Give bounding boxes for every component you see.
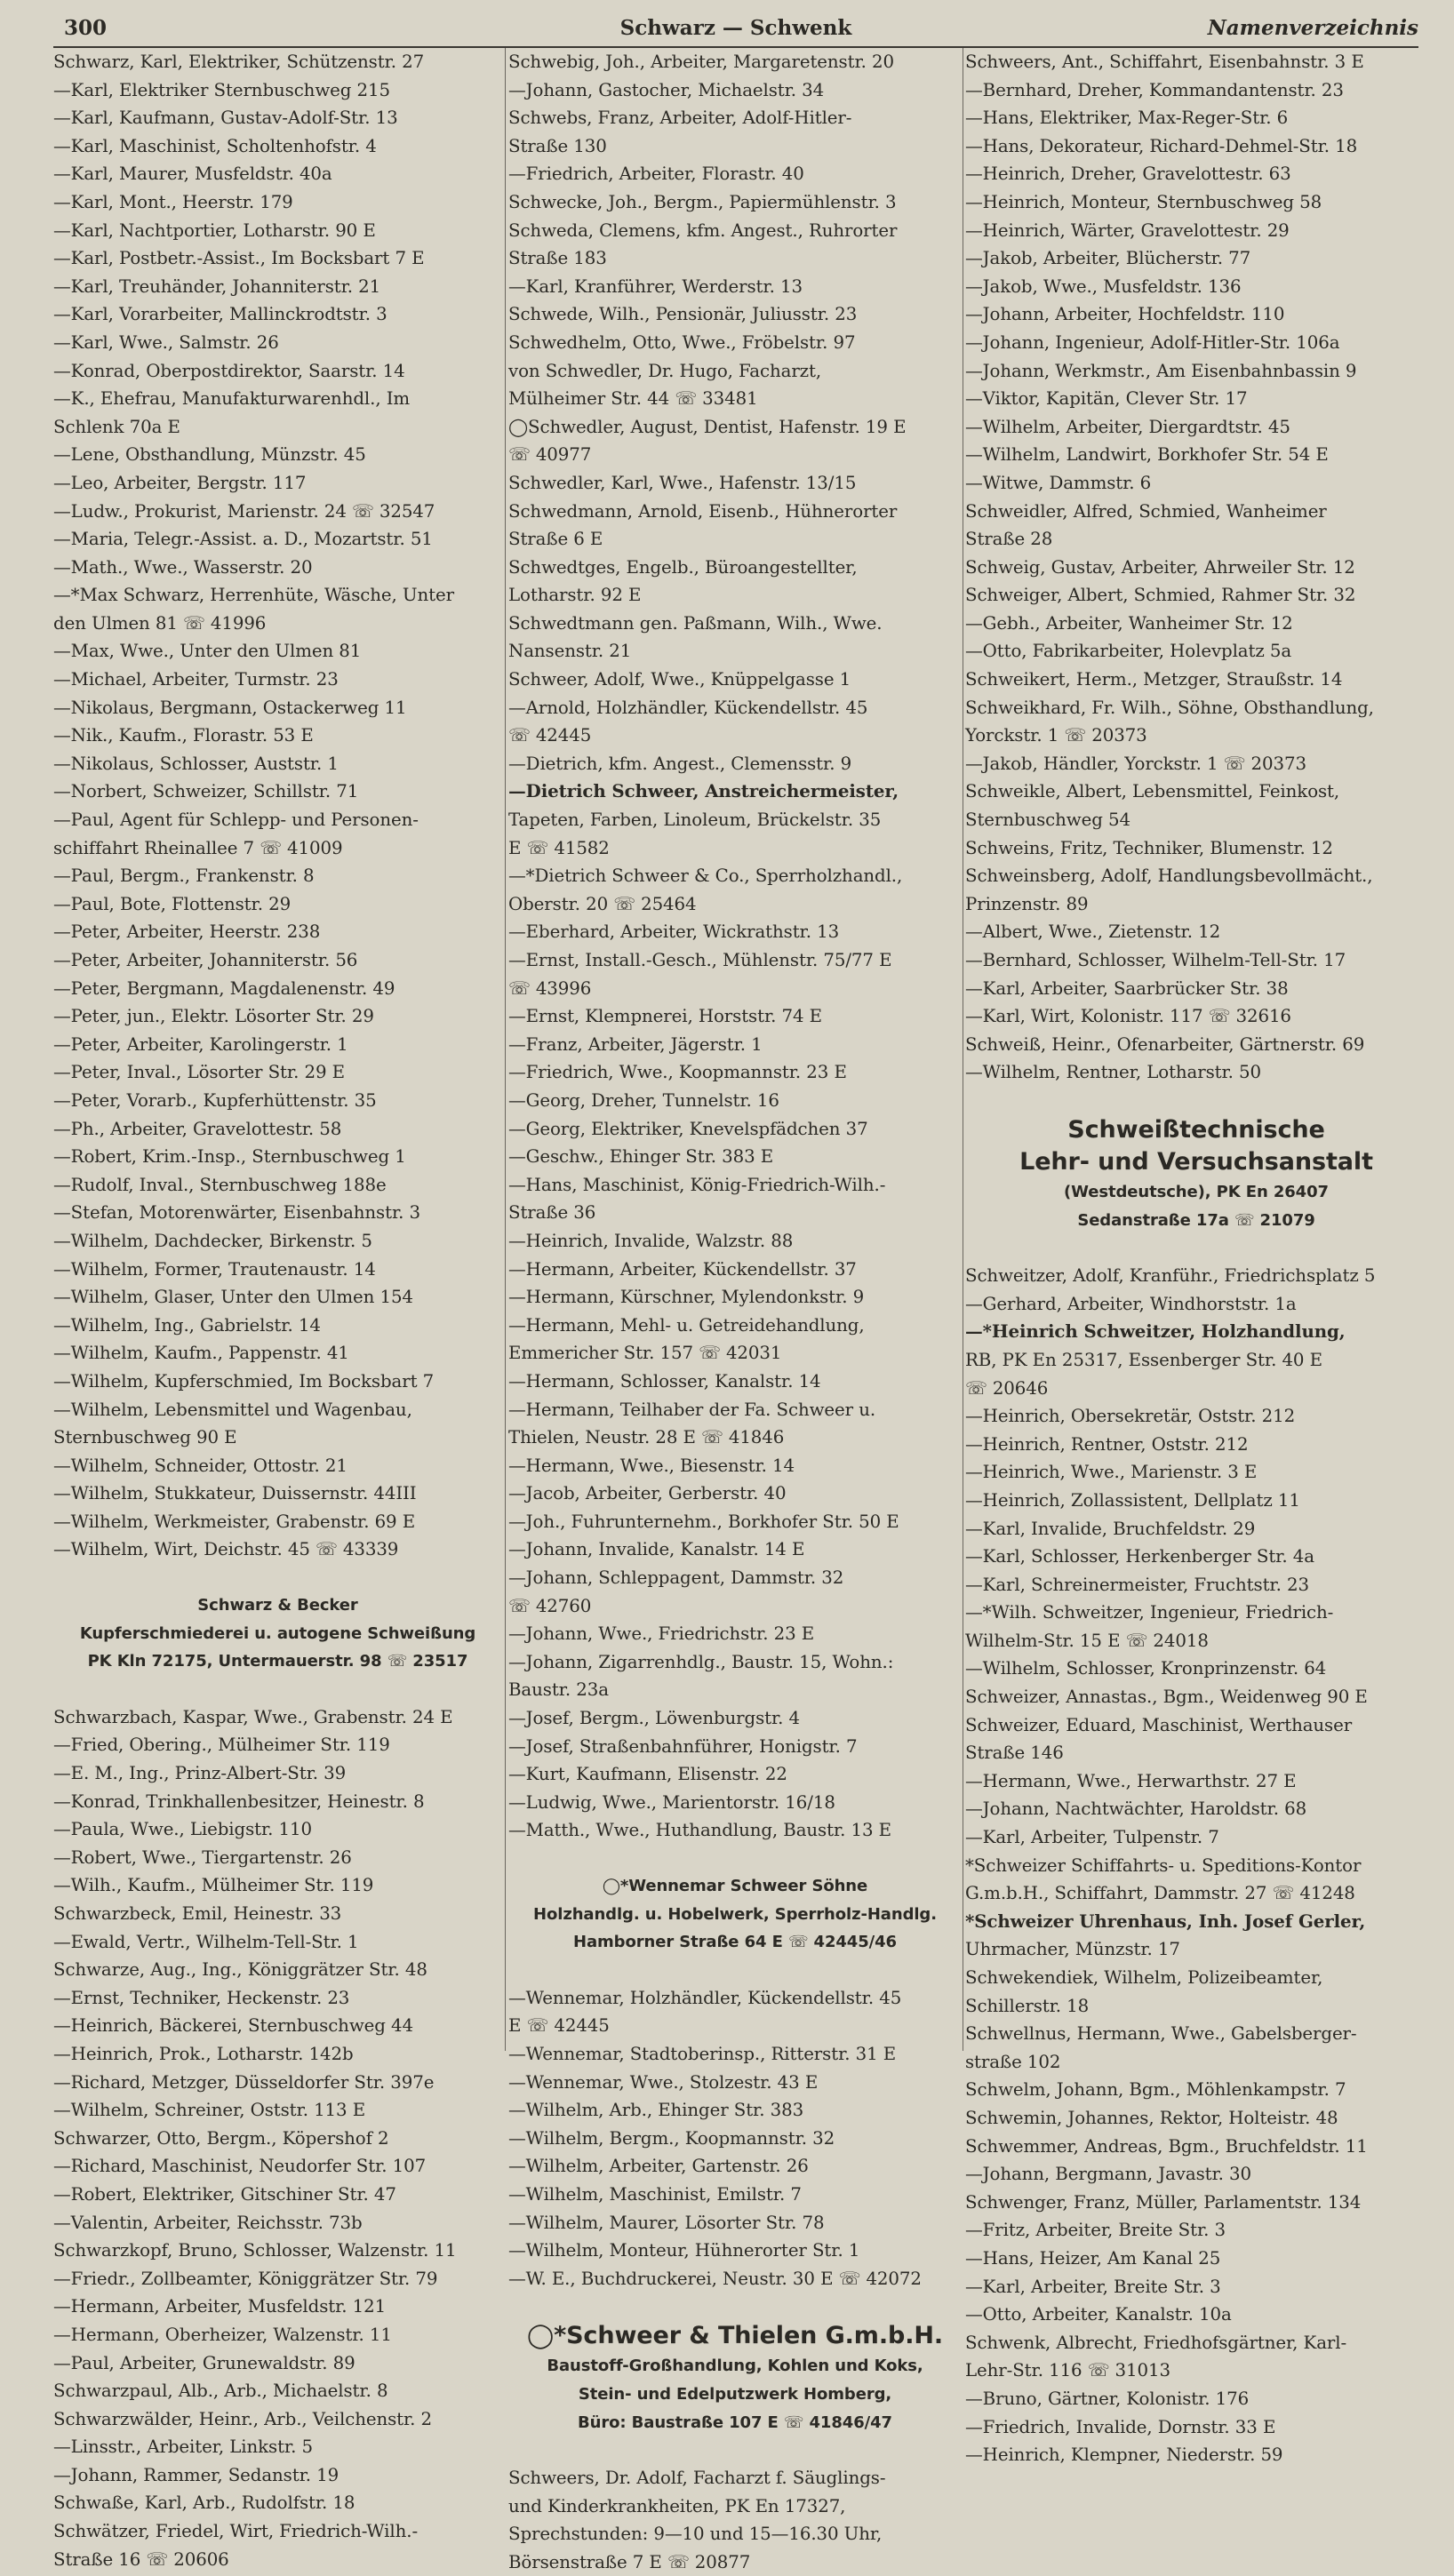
directory-entry: —Fried, Obering., Mülheimer Str. 119 bbox=[53, 1735, 390, 1756]
directory-entry: —Richard, Maschinist, Neudorfer Str. 107 bbox=[53, 2156, 427, 2177]
directory-entry: —Robert, Wwe., Tiergartenstr. 26 bbox=[53, 1846, 352, 1868]
directory-entry: Schweig, Gustav, Arbeiter, Ahrweiler Str. 12 bbox=[965, 556, 1355, 578]
directory-entry: —Hermann, Oberheizer, Walzenstr. 11 bbox=[53, 2324, 392, 2345]
directory-entry: Thielen, Neustr. 28 E ☏ 41846 bbox=[508, 1427, 785, 1448]
directory-entry: Lehr-Str. 116 ☏ 31013 bbox=[965, 2360, 1170, 2381]
directory-entry: —Albert, Wwe., Zietenstr. 12 bbox=[965, 921, 1221, 943]
directory-entry: Tapeten, Farben, Linoleum, Brückelstr. 35 bbox=[508, 809, 882, 831]
directory-entry: Nansenstr. 21 bbox=[508, 641, 632, 662]
directory-entry: —Heinrich, Dreher, Gravelottestr. 63 bbox=[965, 163, 1291, 185]
directory-entry: —Friedrich, Wwe., Koopmannstr. 23 E bbox=[508, 1062, 847, 1083]
directory-entry: Wilhelm-Str. 15 E ☏ 24018 bbox=[965, 1630, 1209, 1651]
advertisement-line: Büro: Baustraße 107 E ☏ 41846/47 bbox=[578, 2413, 892, 2432]
directory-entry: —Peter, Bergmann, Magdalenenstr. 49 bbox=[53, 977, 395, 999]
directory-entry: —E. M., Ing., Prinz-Albert-Str. 39 bbox=[53, 1763, 347, 1784]
directory-entry: ◯Schwedler, August, Dentist, Hafenstr. 19 E bbox=[508, 416, 907, 437]
advertisement-line: Hamborner Straße 64 E ☏ 42445/46 bbox=[573, 1933, 897, 1952]
directory-entry: —Hans, Elektriker, Max-Reger-Str. 6 bbox=[965, 108, 1289, 129]
directory-entry: —Josef, Bergm., Löwenburgstr. 4 bbox=[508, 1708, 801, 1729]
directory-entry: —Valentin, Arbeiter, Reichsstr. 73b bbox=[53, 2212, 363, 2233]
directory-entry: Schwenger, Franz, Müller, Parlamentstr. 134 bbox=[965, 2191, 1362, 2213]
directory-entry: —Jakob, Wwe., Musfeldstr. 136 bbox=[965, 275, 1242, 297]
directory-entry: —*Heinrich Schweitzer, Holzhandlung, bbox=[965, 1320, 1346, 1343]
advertisement-line: Schwarz & Becker bbox=[197, 1596, 358, 1615]
directory-entry: schiffahrt Rheinallee 7 ☏ 41009 bbox=[53, 837, 343, 858]
directory-entry: —Johann, Nachtwächter, Haroldstr. 68 bbox=[965, 1798, 1307, 1820]
directory-entry: —Karl, Maurer, Musfeldstr. 40a bbox=[53, 163, 332, 185]
column-divider bbox=[505, 48, 506, 2051]
directory-entry: Sternbuschweg 90 E bbox=[53, 1427, 237, 1448]
column-3 bbox=[965, 48, 1427, 2466]
directory-entry: Schwarzwälder, Heinr., Arb., Veilchenstr. 2 bbox=[53, 2408, 433, 2429]
directory-entry: —Math., Wwe., Wasserstr. 20 bbox=[53, 556, 313, 578]
header-section: Namenverzeichnis bbox=[1207, 16, 1418, 40]
directory-entry: —Wilhelm, Arbeiter, Diergardtstr. 45 bbox=[965, 416, 1290, 437]
directory-entry: —Johann, Werkmstr., Am Eisenbahnbassin 9 bbox=[965, 360, 1357, 381]
advertisement-line: Baustoff-Großhandlung, Kohlen und Koks, bbox=[547, 2357, 923, 2376]
directory-entry: —Wilhelm, Arbeiter, Gartenstr. 26 bbox=[508, 2156, 809, 2177]
directory-entry: —Wilhelm, Bergm., Koopmannstr. 32 bbox=[508, 2127, 835, 2149]
directory-entry: —Fritz, Arbeiter, Breite Str. 3 bbox=[965, 2220, 1226, 2241]
directory-entry: —Friedrich, Arbeiter, Florastr. 40 bbox=[508, 163, 804, 185]
spacer bbox=[965, 1087, 1427, 1114]
directory-entry: Mülheimer Str. 44 ☏ 33481 bbox=[508, 388, 758, 410]
directory-entry: Schwekendiek, Wilhelm, Polizeibeamter, bbox=[965, 1967, 1323, 1988]
advertisement-line: Schweißtechnische bbox=[1067, 1115, 1325, 1144]
directory-entry: —Hermann, Teilhaber der Fa. Schweer u. bbox=[508, 1399, 876, 1420]
directory-entry: —Bernhard, Schlosser, Wilhelm-Tell-Str. 17 bbox=[965, 950, 1346, 970]
directory-entry: —Wennemar, Holzhändler, Kückendellstr. 45 bbox=[508, 1987, 902, 2008]
advertisement-line: Lehr- und Versuchsanstalt bbox=[1019, 1147, 1373, 1176]
directory-entry: —Lene, Obsthandlung, Münzstr. 45 bbox=[53, 444, 366, 466]
directory-entry: —Arnold, Holzhändler, Kückendellstr. 45 bbox=[508, 697, 868, 718]
advertisement-line: Sedanstraße 17a ☏ 21079 bbox=[1077, 1210, 1315, 1230]
directory-entry: —Wilhelm, Maschinist, Emilstr. 7 bbox=[508, 2183, 802, 2205]
directory-entry: Schwedmann, Arnold, Eisenb., Hühnerorter bbox=[508, 500, 898, 522]
directory-entry: Schweitzer, Adolf, Kranführ., Friedrichsplatz 5 bbox=[965, 1265, 1376, 1287]
directory-entry: —Johann, Zigarrenhdlg., Baustr. 15, Wohn.: bbox=[508, 1651, 894, 1672]
spacer bbox=[508, 2436, 962, 2464]
directory-entry: Schwaße, Karl, Arb., Rudolfstr. 18 bbox=[53, 2492, 356, 2514]
directory-entry: —Ernst, Klempnerei, Horststr. 74 E bbox=[508, 1006, 823, 1027]
directory-entry: —Geschw., Ehinger Str. 383 E bbox=[508, 1146, 774, 1168]
directory-entry: —Konrad, Trinkhallenbesitzer, Heinestr. 8 bbox=[53, 1790, 425, 1812]
directory-entry: —Wilhelm, Stukkateur, Duissernstr. 44III bbox=[53, 1483, 417, 1504]
directory-entry: Schwarzbeck, Emil, Heinestr. 33 bbox=[53, 1903, 342, 1924]
directory-entry: —Peter, Inval., Lösorter Str. 29 E bbox=[53, 1062, 345, 1083]
directory-entry: —Ernst, Install.-Gesch., Mühlenstr. 75/77 E bbox=[508, 950, 892, 970]
advertisement-line: ◯*Wennemar Schweer Söhne bbox=[602, 1877, 868, 1895]
advertisement-line: PK Kln 72175, Untermauerstr. 98 ☏ 23517 bbox=[87, 1652, 468, 1671]
directory-entry: Straße 183 bbox=[508, 248, 607, 269]
directory-entry: —Georg, Elektriker, Knevelspfädchen 37 bbox=[508, 1118, 868, 1139]
directory-entry: —Wilhelm, Wirt, Deichstr. 45 ☏ 43339 bbox=[53, 1539, 399, 1560]
directory-entry: —Heinrich, Prok., Lotharstr. 142b bbox=[53, 2043, 354, 2064]
directory-entry: RB, PK En 25317, Essenberger Str. 40 E bbox=[965, 1349, 1322, 1370]
spacer bbox=[508, 1845, 962, 1872]
directory-entry: —Linsstr., Arbeiter, Linkstr. 5 bbox=[53, 2436, 313, 2458]
directory-entry: —*Max Schwarz, Herrenhüte, Wäsche, Unter bbox=[53, 585, 454, 606]
directory-entry: —Max, Wwe., Unter den Ulmen 81 bbox=[53, 641, 362, 662]
advertisement-line: Holzhandlg. u. Hobelwerk, Sperrholz-Handlg. bbox=[533, 1904, 937, 1924]
directory-entry: —Ewald, Vertr., Wilhelm-Tell-Str. 1 bbox=[53, 1931, 359, 1952]
directory-entry: —Hans, Dekorateur, Richard-Dehmel-Str. 18 bbox=[965, 135, 1358, 156]
directory-entry: —Karl, Invalide, Bruchfeldstr. 29 bbox=[965, 1518, 1256, 1539]
directory-entry: —Johann, Schleppagent, Dammstr. 32 bbox=[508, 1567, 844, 1589]
directory-entry: —Wilhelm, Arb., Ehinger Str. 383 bbox=[508, 2100, 804, 2121]
directory-entry: —Wilhelm, Maurer, Lösorter Str. 78 bbox=[508, 2212, 825, 2233]
spacer bbox=[508, 2293, 962, 2320]
directory-entry: —Dietrich, kfm. Angest., Clemensstr. 9 bbox=[508, 753, 852, 774]
directory-entry: Schwedtges, Engelb., Büroangestellter, bbox=[508, 556, 858, 578]
directory-entry: —Wennemar, Wwe., Stolzestr. 43 E bbox=[508, 2071, 819, 2093]
directory-entry: Schweers, Ant., Schiffahrt, Eisenbahnstr. 3 E bbox=[965, 52, 1364, 72]
directory-entry: *Schweizer Uhrenhaus, Inh. Josef Gerler, bbox=[965, 1910, 1366, 1932]
directory-entry: —Nik., Kaufm., Florastr. 53 E bbox=[53, 725, 314, 746]
directory-entry: —Wilhelm, Dachdecker, Birkenstr. 5 bbox=[53, 1230, 372, 1251]
directory-entry: —Paul, Bergm., Frankenstr. 8 bbox=[53, 865, 315, 887]
directory-entry: —Heinrich, Rentner, Oststr. 212 bbox=[965, 1433, 1249, 1455]
directory-entry: und Kinderkrankheiten, PK En 17327, bbox=[508, 2495, 846, 2516]
directory-entry: Oberstr. 20 ☏ 25464 bbox=[508, 893, 697, 914]
directory-entry: —Wilhelm, Glaser, Unter den Ulmen 154 bbox=[53, 1287, 413, 1308]
directory-entry: —Peter, Arbeiter, Heerstr. 238 bbox=[53, 921, 321, 943]
directory-entry: —Heinrich, Wwe., Marienstr. 3 E bbox=[965, 1462, 1258, 1483]
directory-entry: —Friedrich, Invalide, Dornstr. 33 E bbox=[965, 2416, 1276, 2437]
directory-entry: —Witwe, Dammstr. 6 bbox=[965, 472, 1152, 493]
directory-entry: —Karl, Vorarbeiter, Mallinckrodtstr. 3 bbox=[53, 304, 387, 325]
directory-entry: —Otto, Arbeiter, Kanalstr. 10a bbox=[965, 2304, 1232, 2325]
directory-entry: —Matth., Wwe., Huthandlung, Baustr. 13 E bbox=[508, 1820, 892, 1841]
directory-entry: Schwede, Wilh., Pensionär, Juliusstr. 23 bbox=[508, 304, 858, 325]
spacer bbox=[53, 1676, 502, 1703]
directory-entry: —Heinrich, Obersekretär, Oststr. 212 bbox=[965, 1406, 1296, 1427]
directory-entry: —Wennemar, Stadtoberinsp., Ritterstr. 31 E bbox=[508, 2043, 897, 2064]
directory-entry: G.m.b.H., Schiffahrt, Dammstr. 27 ☏ 41248 bbox=[965, 1883, 1355, 1904]
directory-entry: Yorckstr. 1 ☏ 20373 bbox=[965, 725, 1147, 746]
directory-entry: Schweikhard, Fr. Wilh., Söhne, Obsthandlung, bbox=[965, 697, 1374, 718]
directory-entry: —Peter, Arbeiter, Johanniterstr. 56 bbox=[53, 950, 358, 970]
directory-entry: —Maria, Telegr.-Assist. a. D., Mozartstr. 51 bbox=[53, 529, 433, 550]
directory-entry: —Bruno, Gärtner, Kolonistr. 176 bbox=[965, 2388, 1250, 2409]
directory-entry: —Josef, Straßenbahnführer, Honigstr. 7 bbox=[508, 1735, 858, 1757]
directory-entry: —Franz, Arbeiter, Jägerstr. 1 bbox=[508, 1033, 763, 1055]
directory-entry: —Wilhelm, Werkmeister, Grabenstr. 69 E bbox=[53, 1511, 416, 1532]
directory-entry: Lotharstr. 92 E bbox=[508, 585, 642, 606]
directory-entry: —Otto, Fabrikarbeiter, Holevplatz 5a bbox=[965, 641, 1292, 662]
directory-entry: Schweidler, Alfred, Schmied, Wanheimer bbox=[965, 500, 1327, 522]
directory-entry: Schwebs, Franz, Arbeiter, Adolf-Hitler- bbox=[508, 108, 852, 129]
page-number: 300 bbox=[64, 16, 108, 40]
directory-entry: —Dietrich Schweer, Anstreichermeister, bbox=[508, 780, 899, 802]
directory-entry: —Wilhelm, Schlosser, Kronprinzenstr. 64 bbox=[965, 1658, 1327, 1679]
directory-entry: —Paul, Arbeiter, Grunewaldstr. 89 bbox=[53, 2352, 356, 2373]
directory-entry: —Stefan, Motorenwärter, Eisenbahnstr. 3 bbox=[53, 1202, 420, 1224]
directory-entry: —*Dietrich Schweer & Co., Sperrholzhandl., bbox=[508, 865, 903, 887]
directory-entry: Schwarzkopf, Bruno, Schlosser, Walzenstr. 11 bbox=[53, 2240, 457, 2261]
directory-entry: —Rudolf, Inval., Sternbuschweg 188e bbox=[53, 1174, 387, 1195]
directory-entry: ☏ 43996 bbox=[508, 977, 592, 999]
directory-entry: —Paula, Wwe., Liebigstr. 110 bbox=[53, 1819, 313, 1840]
directory-entry: —Hans, Maschinist, König-Friedrich-Wilh.- bbox=[508, 1174, 886, 1195]
directory-entry: ☏ 42760 bbox=[508, 1595, 592, 1616]
directory-entry: —Gerhard, Arbeiter, Windhorststr. 1a bbox=[965, 1293, 1297, 1314]
directory-entry: Schweiß, Heinr., Ofenarbeiter, Gärtnerstr. 69 bbox=[965, 1033, 1365, 1055]
directory-entry: —Karl, Kaufmann, Gustav-Adolf-Str. 13 bbox=[53, 108, 398, 129]
directory-entry: —*Wilh. Schweitzer, Ingenieur, Friedrich- bbox=[965, 1602, 1334, 1623]
directory-entry: —Wilhelm, Former, Trautenaustr. 14 bbox=[53, 1258, 376, 1280]
directory-entry: —Johann, Bergmann, Javastr. 30 bbox=[965, 2164, 1251, 2185]
directory-entry: —Robert, Elektriker, Gitschiner Str. 47 bbox=[53, 2183, 396, 2205]
directory-entry: —Karl, Wirt, Kolonistr. 117 ☏ 32616 bbox=[965, 1006, 1291, 1027]
directory-entry: ☏ 40977 bbox=[508, 444, 592, 466]
directory-entry: —Karl, Kranführer, Werderstr. 13 bbox=[508, 275, 803, 297]
directory-entry: —Karl, Nachtportier, Lotharstr. 90 E bbox=[53, 219, 376, 241]
directory-entry: —Johann, Invalide, Kanalstr. 14 E bbox=[508, 1539, 805, 1560]
directory-entry: —Nikolaus, Bergmann, Ostackerweg 11 bbox=[53, 697, 407, 718]
directory-entry: Schwarz, Karl, Elektriker, Schützenstr. 27 bbox=[53, 52, 425, 72]
directory-entry: Straße 146 bbox=[965, 1743, 1064, 1764]
directory-entry: —Karl, Arbeiter, Breite Str. 3 bbox=[965, 2276, 1221, 2297]
directory-entry: den Ulmen 81 ☏ 41996 bbox=[53, 612, 267, 634]
directory-entry: Börsenstraße 7 E ☏ 20877 bbox=[508, 2551, 751, 2572]
column-2 bbox=[508, 48, 962, 2572]
directory-entry: —Jakob, Händler, Yorckstr. 1 ☏ 20373 bbox=[965, 753, 1306, 774]
directory-entry: —Wilhelm, Ing., Gabrielstr. 14 bbox=[53, 1314, 321, 1336]
directory-entry: —Heinrich, Zollassistent, Dellplatz 11 bbox=[965, 1489, 1300, 1511]
directory-entry: —Karl, Schreinermeister, Fruchtstr. 23 bbox=[965, 1574, 1309, 1595]
directory-entry: —Hermann, Wwe., Herwarthstr. 27 E bbox=[965, 1770, 1297, 1791]
directory-entry: Schweda, Clemens, kfm. Angest., Ruhrorter bbox=[508, 219, 898, 241]
directory-entry: —Wilh., Kaufm., Mülheimer Str. 119 bbox=[53, 1875, 374, 1896]
directory-entry: Schwarze, Aug., Ing., Königgrätzer Str. 48 bbox=[53, 1959, 427, 1981]
header-range: Schwarz — Schwenk bbox=[619, 16, 852, 40]
directory-entry: —Wilhelm, Landwirt, Borkhofer Str. 54 E bbox=[965, 444, 1329, 466]
directory-entry: Schwarzbach, Kaspar, Wwe., Grabenstr. 24 E bbox=[53, 1706, 453, 1727]
directory-entry: —Heinrich, Klempner, Niederstr. 59 bbox=[965, 2444, 1283, 2466]
directory-entry: Prinzenstr. 89 bbox=[965, 893, 1089, 914]
directory-entry: —Karl, Mont., Heerstr. 179 bbox=[53, 191, 293, 212]
directory-entry: Schweizer, Eduard, Maschinist, Werthauser bbox=[965, 1714, 1353, 1735]
directory-entry: Schillerstr. 18 bbox=[965, 1995, 1090, 2016]
directory-entry: —Peter, jun., Elektr. Lösorter Str. 29 bbox=[53, 1006, 374, 1027]
advertisement-line: Kupferschmiederei u. autogene Schweißung bbox=[79, 1623, 476, 1643]
directory-entry: —Viktor, Kapitän, Clever Str. 17 bbox=[965, 388, 1248, 410]
directory-entry: —Kurt, Kaufmann, Elisenstr. 22 bbox=[508, 1764, 787, 1785]
directory-entry: —Karl, Postbetr.-Assist., Im Bocksbart 7 E bbox=[53, 248, 425, 269]
directory-entry: Straße 130 bbox=[508, 135, 607, 156]
spacer bbox=[53, 1564, 502, 1591]
directory-entry: —Wilhelm, Kaufm., Pappenstr. 41 bbox=[53, 1343, 349, 1364]
directory-entry: Schweizer, Annastas., Bgm., Weidenweg 90 E bbox=[965, 1687, 1368, 1708]
directory-entry: —Peter, Vorarb., Kupferhüttenstr. 35 bbox=[53, 1089, 377, 1111]
advertisement-line: (Westdeutsche), PK En 26407 bbox=[1064, 1182, 1329, 1201]
directory-entry: Baustr. 23a bbox=[508, 1679, 609, 1701]
column-1 bbox=[53, 48, 502, 2570]
directory-entry: —Michael, Arbeiter, Turmstr. 23 bbox=[53, 669, 339, 690]
advertisement-line: Stein- und Edelputzwerk Homberg, bbox=[578, 2384, 892, 2404]
directory-entry: —Wilhelm, Kupferschmied, Im Bocksbart 7 bbox=[53, 1370, 435, 1392]
page-header bbox=[53, 11, 1418, 48]
directory-entry: —Ludw., Prokurist, Marienstr. 24 ☏ 32547 bbox=[53, 500, 435, 522]
directory-entry: ☏ 20646 bbox=[965, 1377, 1049, 1399]
directory-entry: —Karl, Wwe., Salmstr. 26 bbox=[53, 331, 279, 353]
directory-entry: —Karl, Schlosser, Herkenberger Str. 4a bbox=[965, 1546, 1314, 1567]
directory-entry: Schweer, Adolf, Wwe., Knüppelgasse 1 bbox=[508, 669, 851, 690]
directory-entry: —Friedr., Zollbeamter, Königgrätzer Str. 79 bbox=[53, 2268, 438, 2289]
directory-entry: Schwecke, Joh., Bergm., Papiermühlenstr. 3 bbox=[508, 191, 897, 212]
directory-entry: —Jacob, Arbeiter, Gerberstr. 40 bbox=[508, 1483, 787, 1504]
directory-entry: —Johann, Wwe., Friedrichstr. 23 E bbox=[508, 1623, 815, 1645]
directory-entry: —Hermann, Kürschner, Mylendonkstr. 9 bbox=[508, 1287, 865, 1308]
directory-entry: Schwenk, Albrecht, Friedhofsgärtner, Karl- bbox=[965, 2332, 1347, 2353]
directory-entry: —Paul, Bote, Flottenstr. 29 bbox=[53, 893, 292, 914]
directory-entry: Schwemmer, Andreas, Bgm., Bruchfeldstr. 11 bbox=[965, 2135, 1368, 2157]
directory-entry: ☏ 42445 bbox=[508, 725, 592, 746]
directory-entry: E ☏ 42445 bbox=[508, 2015, 610, 2037]
directory-entry: Sternbuschweg 54 bbox=[965, 809, 1130, 831]
directory-entry: Schlenk 70a E bbox=[53, 416, 180, 437]
directory-entry: —Ph., Arbeiter, Gravelottestr. 58 bbox=[53, 1118, 342, 1139]
directory-entry: Schweikle, Albert, Lebensmittel, Feinkost, bbox=[965, 781, 1340, 802]
directory-entry: —Karl, Maschinist, Scholtenhofstr. 4 bbox=[53, 135, 377, 156]
directory-entry: —Robert, Krim.-Insp., Sternbuschweg 1 bbox=[53, 1146, 406, 1168]
directory-entry: Sprechstunden: 9—10 und 15—16.30 Uhr, bbox=[508, 2524, 883, 2545]
directory-entry: —Nikolaus, Schlosser, Auststr. 1 bbox=[53, 753, 339, 774]
directory-entry: —Johann, Ingenieur, Adolf-Hitler-Str. 106a bbox=[965, 331, 1340, 353]
directory-entry: —Hermann, Mehl- u. Getreidehandlung, bbox=[508, 1314, 865, 1336]
directory-entry: straße 102 bbox=[965, 2051, 1061, 2072]
directory-entry: Straße 6 E bbox=[508, 529, 603, 550]
directory-entry: —Hans, Heizer, Am Kanal 25 bbox=[965, 2247, 1221, 2269]
directory-entry: —Ernst, Techniker, Heckenstr. 23 bbox=[53, 1987, 350, 2008]
directory-entry: Straße 36 bbox=[508, 1202, 596, 1224]
directory-entry: —Hermann, Arbeiter, Kückendellstr. 37 bbox=[508, 1258, 857, 1280]
directory-entry: Straße 16 ☏ 20606 bbox=[53, 2548, 229, 2570]
directory-entry: —Wilhelm, Monteur, Hühnerorter Str. 1 bbox=[508, 2240, 860, 2261]
spacer bbox=[508, 1957, 962, 1984]
directory-entry: Schwedtmann gen. Paßmann, Wilh., Wwe. bbox=[508, 612, 883, 634]
directory-entry: —Karl, Arbeiter, Tulpenstr. 7 bbox=[965, 1827, 1219, 1848]
directory-entry: —Georg, Dreher, Tunnelstr. 16 bbox=[508, 1089, 779, 1111]
directory-entry: Uhrmacher, Münzstr. 17 bbox=[965, 1939, 1180, 1960]
directory-entry: —Konrad, Oberpostdirektor, Saarstr. 14 bbox=[53, 360, 405, 381]
directory-entry: Schweiger, Albert, Schmied, Rahmer Str. 32 bbox=[965, 585, 1356, 606]
directory-entry: —Karl, Treuhänder, Johanniterstr. 21 bbox=[53, 275, 381, 297]
directory-entry: —K., Ehefrau, Manufakturwarenhdl., Im bbox=[53, 388, 411, 410]
directory-entry: Schwebig, Joh., Arbeiter, Margaretenstr. 20 bbox=[508, 52, 894, 72]
directory-entry: —Heinrich, Wärter, Gravelottestr. 29 bbox=[965, 219, 1290, 241]
directory-entry: —Ludwig, Wwe., Marientorstr. 16/18 bbox=[508, 1791, 835, 1813]
directory-entry: —Paul, Agent für Schlepp- und Personen- bbox=[53, 809, 419, 831]
directory-entry: —Leo, Arbeiter, Bergstr. 117 bbox=[53, 472, 307, 493]
directory-entry: —Wilhelm, Rentner, Lotharstr. 50 bbox=[965, 1062, 1262, 1083]
directory-entry: Emmericher Str. 157 ☏ 42031 bbox=[508, 1343, 782, 1364]
directory-entry: —Heinrich, Bäckerei, Sternbuschweg 44 bbox=[53, 2015, 413, 2037]
directory-entry: —Eberhard, Arbeiter, Wickrathstr. 13 bbox=[508, 921, 840, 943]
directory-entry: —Gebh., Arbeiter, Wanheimer Str. 12 bbox=[965, 612, 1293, 634]
directory-entry: —Hermann, Arbeiter, Musfeldstr. 121 bbox=[53, 2296, 387, 2317]
directory-entry: Schwellnus, Hermann, Wwe., Gabelsberger- bbox=[965, 2023, 1357, 2045]
directory-entry: —Johann, Rammer, Sedanstr. 19 bbox=[53, 2464, 340, 2485]
directory-entry: Straße 28 bbox=[965, 529, 1053, 550]
directory-entry: —Hermann, Schlosser, Kanalstr. 14 bbox=[508, 1370, 821, 1392]
directory-entry: Schwätzer, Friedel, Wirt, Friedrich-Wilh.- bbox=[53, 2521, 419, 2542]
directory-entry: —Bernhard, Dreher, Kommandantenstr. 23 bbox=[965, 79, 1344, 100]
spacer bbox=[965, 1234, 1427, 1262]
directory-entry: —Norbert, Schweizer, Schillstr. 71 bbox=[53, 781, 359, 802]
directory-entry: —Karl, Elektriker Sternbuschweg 215 bbox=[53, 79, 390, 100]
directory-entry: —Wilhelm, Lebensmittel und Wagenbau, bbox=[53, 1399, 412, 1420]
directory-entry: —Johann, Gastocher, Michaelstr. 34 bbox=[508, 79, 825, 100]
advertisement-line: ◯*Schweer & Thielen G.m.b.H. bbox=[526, 2322, 944, 2350]
directory-entry: Schweers, Dr. Adolf, Facharzt f. Säuglings- bbox=[508, 2468, 886, 2489]
directory-entry: —Richard, Metzger, Düsseldorfer Str. 397e bbox=[53, 2071, 435, 2093]
directory-entry: —W. E., Buchdruckerei, Neustr. 30 E ☏ 42072 bbox=[508, 2268, 922, 2289]
directory-entry: Schwedhelm, Otto, Wwe., Fröbelstr. 97 bbox=[508, 331, 856, 353]
directory-entry: —Karl, Arbeiter, Saarbrücker Str. 38 bbox=[965, 977, 1289, 999]
directory-entry: —Wilhelm, Schreiner, Oststr. 113 E bbox=[53, 2100, 366, 2121]
directory-entry: von Schwedler, Dr. Hugo, Facharzt, bbox=[508, 360, 822, 381]
directory-entry: *Schweizer Schiffahrts- u. Speditions-Kontor bbox=[965, 1854, 1362, 1876]
directory-entry: Schwemin, Johannes, Rektor, Holteistr. 48 bbox=[965, 2107, 1338, 2128]
directory-entry: —Wilhelm, Schneider, Ottostr. 21 bbox=[53, 1455, 348, 1476]
directory-entry: Schweikert, Herm., Metzger, Straußstr. 14 bbox=[965, 669, 1343, 690]
directory-entry: Schwarzer, Otto, Bergm., Köpershof 2 bbox=[53, 2127, 389, 2149]
directory-entry: Schwedler, Karl, Wwe., Hafenstr. 13/15 bbox=[508, 472, 857, 493]
directory-entry: Schweinsberg, Adolf, Handlungsbevollmächt., bbox=[965, 865, 1373, 887]
directory-entry: —Heinrich, Monteur, Sternbuschweg 58 bbox=[965, 191, 1322, 212]
directory-entry: —Johann, Arbeiter, Hochfeldstr. 110 bbox=[965, 304, 1285, 325]
directory-entry: —Hermann, Wwe., Biesenstr. 14 bbox=[508, 1455, 795, 1476]
directory-entry: Schweins, Fritz, Techniker, Blumenstr. 12 bbox=[965, 837, 1333, 858]
directory-entry: —Peter, Arbeiter, Karolingerstr. 1 bbox=[53, 1033, 348, 1055]
directory-entry: Schwelm, Johann, Bgm., Möhlenkampstr. 7 bbox=[965, 2079, 1346, 2101]
directory-entry: —Heinrich, Invalide, Walzstr. 88 bbox=[508, 1230, 794, 1251]
directory-entry: E ☏ 41582 bbox=[508, 837, 610, 858]
directory-entry: —Jakob, Arbeiter, Blücherstr. 77 bbox=[965, 248, 1251, 269]
directory-entry: —Joh., Fuhrunternehm., Borkhofer Str. 50 E bbox=[508, 1511, 899, 1532]
directory-entry: Schwarzpaul, Alb., Arb., Michaelstr. 8 bbox=[53, 2381, 388, 2402]
